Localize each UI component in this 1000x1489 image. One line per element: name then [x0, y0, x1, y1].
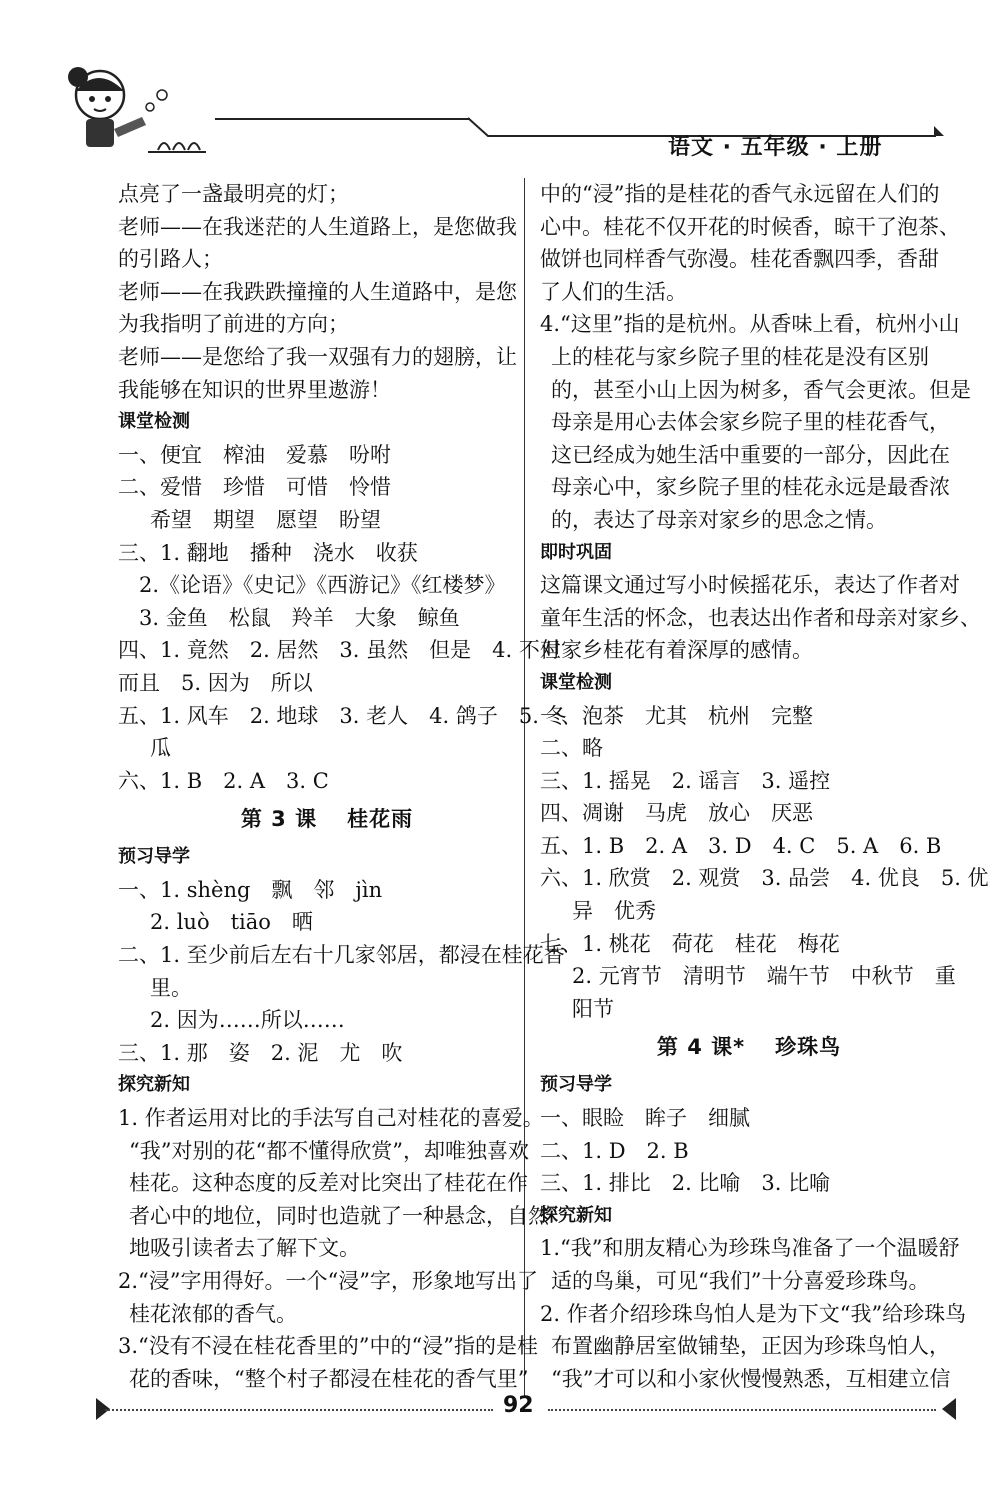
text-line: 我能够在知识的世界里遨游！ — [118, 377, 391, 402]
section-heading: 课堂检测 — [540, 671, 612, 693]
text-line: 六、1. B 2. A 3. C — [118, 768, 329, 793]
left-column — [118, 178, 567, 1395]
text-line: 一、1. shèng 飘 邻 jìn — [118, 877, 383, 902]
header-rule — [215, 118, 470, 120]
text-line: 1. 作者运用对比的手法写自己对桂花的喜爱。 — [118, 1106, 544, 1131]
text-line: 者心中的地位，同时也造就了一种悬念，自然 — [129, 1203, 549, 1228]
lesson-name: 珍珠鸟 — [775, 1035, 842, 1060]
text-line: 了人们的生活。 — [540, 279, 687, 304]
text-line: 4.“这里”指的是杭州。从香味上看，杭州小山 — [540, 312, 960, 337]
text-line: 四、凋谢 马虎 放心 厌恶 — [540, 801, 813, 826]
header-title: 语文 · 五年级 · 上册 — [668, 135, 883, 160]
right-column — [540, 178, 989, 1395]
text-line: 三、1. 翻地 播种 浇水 收获 — [118, 540, 418, 565]
section-heading: 即时巩固 — [540, 541, 612, 563]
text-line: 而且 5. 因为 所以 — [118, 670, 313, 695]
text-line: 老师——在我跌跌撞撞的人生道路中，是您 — [118, 279, 517, 304]
text-line: 三、1. 摇晃 2. 谣言 3. 遥控 — [540, 768, 831, 793]
lesson-number: 第 4 课* — [656, 1035, 746, 1060]
text-line: 1.“我”和朋友精心为珍珠鸟准备了一个温暖舒 — [540, 1236, 960, 1261]
footer-dotted-rule — [548, 1409, 936, 1411]
text-line: 三、1. 排比 2. 比喻 3. 比喻 — [540, 1171, 831, 1196]
text-line: 心中。桂花不仅开花的时候香，晾干了泡茶、 — [540, 214, 960, 239]
text-line: 七、1. 桃花 荷花 桂花 梅花 — [540, 931, 840, 956]
text-line: “我”对别的花“都不懂得欣赏”，却唯独喜欢 — [129, 1138, 529, 1163]
text-line: 这篇课文通过写小时候摇花乐，表达了作者对 — [540, 573, 960, 598]
text-line: 一、便宜 榨油 爱慕 吩咐 — [118, 442, 391, 467]
text-line: 对家乡桂花有着深厚的感情。 — [540, 638, 813, 663]
text-line: 童年生活的怀念，也表达出作者和母亲对家乡、 — [540, 605, 981, 630]
text-line: 桂花。这种态度的反差对比突出了桂花在作 — [129, 1171, 528, 1196]
text-line: 的，甚至小山上因为树多，香气会更浓。但是 — [551, 377, 971, 402]
text-line: 中的“浸”指的是桂花的香气永远留在人们的 — [540, 182, 940, 206]
footer-right-arrow-icon — [942, 1398, 956, 1420]
text-line: 老师——是您给了我一双强有力的翅膀，让 — [118, 344, 517, 369]
text-line: 3.“没有不浸在桂花香里的”中的“浸”指的是桂 — [118, 1334, 538, 1359]
text-line: 2. 元宵节 清明节 端午节 中秋节 重 — [572, 964, 956, 989]
text-line: 二、1. 至少前后左右十几家邻居，都浸在桂花香 — [118, 943, 565, 968]
footer-dotted-rule — [105, 1409, 493, 1411]
text-line: “我”才可以和小家伙慢慢熟悉，互相建立信 — [551, 1366, 951, 1391]
text-line: 这已经成为她生活中重要的一部分，因此在 — [551, 442, 950, 467]
text-line: 适的鸟巢，可见“我们”十分喜爱珍珠鸟。 — [551, 1269, 930, 1293]
text-line: 四、1. 竟然 2. 居然 3. 虽然 但是 4. 不但 — [118, 638, 561, 663]
text-line: 3. 金鱼 松鼠 羚羊 大象 鲸鱼 — [139, 605, 460, 630]
text-line: 地吸引读者去了解下文。 — [129, 1236, 360, 1261]
text-line: 的，表达了母亲对家乡的思念之情。 — [551, 507, 887, 532]
text-line: 五、1. 风车 2. 地球 3. 老人 4. 鸽子 5. 冬 — [118, 703, 567, 728]
text-line: 瓜 — [150, 736, 171, 761]
text-line: 布置幽静居室做铺垫，正因为珍珠鸟怕人， — [551, 1334, 950, 1359]
text-line: 2.“浸”字用得好。一个“浸”字，形象地写出了 — [118, 1269, 538, 1293]
text-line: 桂花浓郁的香气。 — [129, 1301, 297, 1326]
page-number: 92 — [503, 1393, 534, 1418]
section-heading: 探究新知 — [540, 1204, 612, 1226]
lesson-name: 桂花雨 — [347, 807, 414, 832]
text-line: 一、泡茶 尤其 杭州 完整 — [540, 703, 813, 728]
lesson-3-title — [118, 797, 536, 841]
text-line: 三、1. 那 姿 2. 泥 尤 吹 — [118, 1040, 403, 1065]
text-line: 里。 — [150, 975, 192, 1000]
text-line: 2.《论语》《史记》《西游记》《红楼梦》 — [139, 573, 506, 598]
section-heading: 课堂检测 — [118, 411, 190, 433]
text-line: 上的桂花与家乡院子里的桂花是没有区别 — [551, 344, 929, 369]
section-heading: 预习导学 — [540, 1074, 612, 1096]
text-line: 六、1. 欣赏 2. 观赏 3. 品尝 4. 优良 5. 优 — [540, 866, 989, 891]
girl-watering-flowers-icon — [38, 55, 208, 165]
section-heading: 预习导学 — [118, 846, 190, 868]
text-line: 希望 期望 愿望 盼望 — [150, 507, 381, 532]
lesson-4-title — [540, 1025, 958, 1069]
text-line: 老师——在我迷茫的人生道路上，是您做我 — [118, 214, 517, 239]
text-line: 的引路人； — [118, 247, 223, 272]
text-line: 阳节 — [572, 996, 614, 1021]
text-line: 一、眼睑 眸子 细腻 — [540, 1106, 750, 1131]
text-line: 2. 作者介绍珍珠鸟怕人是为下文“我”给珍珠鸟 — [540, 1301, 967, 1326]
text-line: 做饼也同样香气弥漫。桂花香飘四季，香甜 — [540, 247, 939, 272]
text-line: 2. luò tiāo 晒 — [150, 910, 313, 935]
text-line: 异 优秀 — [572, 899, 656, 924]
lesson-number: 第 3 课 — [240, 807, 318, 832]
text-line: 花的香味，“整个村子都浸在桂花的香气里” — [129, 1366, 529, 1391]
text-line: 母亲心中，家乡院子里的桂花永远是最香浓 — [551, 475, 950, 500]
text-line: 二、1. D 2. B — [540, 1138, 689, 1163]
text-line: 二、爱惜 珍惜 可惜 怜惜 — [118, 475, 391, 500]
text-line: 母亲是用心去体会家乡院子里的桂花香气， — [551, 410, 950, 435]
section-heading: 探究新知 — [118, 1074, 190, 1096]
text-line: 点亮了一盏最明亮的灯； — [118, 182, 349, 206]
text-line: 2. 因为……所以…… — [150, 1008, 345, 1033]
text-line: 五、1. B 2. A 3. D 4. C 5. A 6. B — [540, 833, 942, 858]
page-header — [0, 0, 1000, 170]
text-line: 二、略 — [540, 736, 603, 761]
text-line: 为我指明了前进的方向； — [118, 312, 349, 337]
